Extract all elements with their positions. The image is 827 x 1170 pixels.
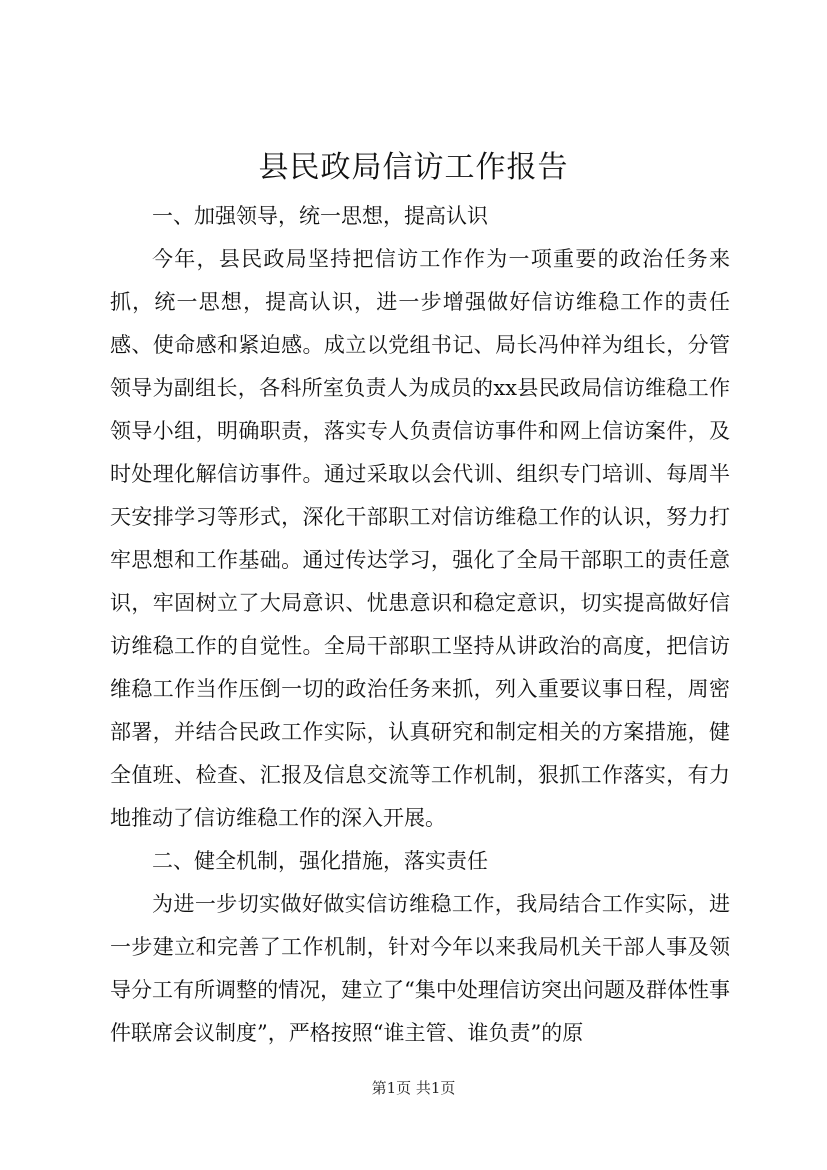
page-footer: 第1页 共1页 [371,1079,456,1097]
section-paragraph-2: 为进一步切实做好做实信访维稳工作，我局结合工作实际，进一步建立和完善了工作机制，针对今年以来我局机关干部人事及领导分工有所调整的情况，建立了“集中处理信访突出问题及群体性事件联席会议制度”，严格按照“谁主管、谁负责”的原 [110,892,730,1045]
document-title: 县民政局信访工作报告 [258,150,569,185]
document-body [110,195,730,1055]
section-heading-1: 一、加强领导，统一思想，提高认识 [152,204,488,228]
section-heading-2: 二、健全机制，强化措施，落实责任 [152,849,488,873]
section-paragraph-1: 今年，县民政局坚持把信访工作作为一项重要的政治任务来抓，统一思想，提高认识，进一步增强做好信访维稳工作的责任感、使命感和紧迫感。成立以党组书记、局长冯仲祥为组长，分管领导为副组长，各科所室负责人为成员的xx县民政局信访维稳工作领导小组，明确职责，落实专人负责信访事件和网上信访案件，及时处理化解信访事件。通过采取以会代训、组织专门培训、每周半天安排学习等形式，深化干部职工对信访维稳工作的认识，努力打牢思想和工作基础。通过传达学习，强化了全局干部职工的责任意识，牢固树立了大局意识、忧患意识和稳定意识，切实提高做好信访维稳工作的自觉性。全局干部职工坚持从讲政治的高度，把信访维稳工作当作压倒一切的政治任务来抓，列入重要议事日程，周密部署，并结合民政工作实际，认真研究和制定相关的方案措施，健全值班、检查、汇报及信息交流等工作机制，狠抓工作落实，有力地推动了信访维稳工作的深入开展。 [110,247,730,830]
